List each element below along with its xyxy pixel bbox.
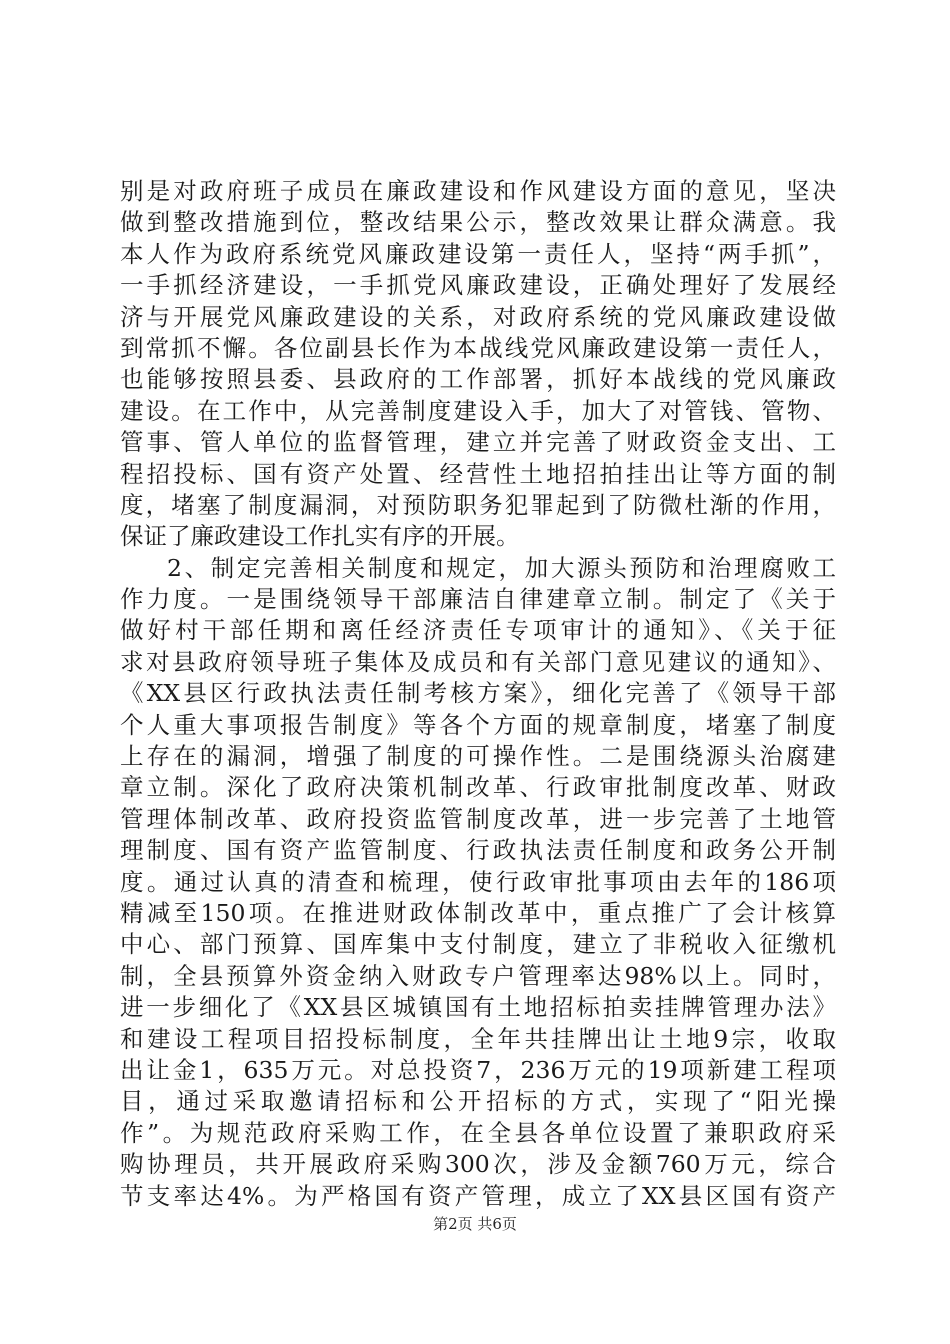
text-line: 作力度。一是围绕领导干部廉洁自律建章立制。制定了《关于 — [120, 585, 836, 614]
text-line: 保证了廉政建设工作扎实有序的开展。 — [120, 522, 520, 551]
text-line: 一手抓经济建设，一手抓党风廉政建设，正确处理好了发展经 — [120, 271, 836, 300]
text-line: 建设。在工作中，从完善制度建设入手，加大了对管钱、管物、 — [120, 396, 836, 425]
text-line: 购协理员，共开展政府采购300次，涉及金额760万元，综合 — [120, 1150, 836, 1179]
text-line: 度。通过认真的清查和梳理，使行政审批事项由去年的186项 — [120, 867, 836, 896]
text-line: 作”。为规范政府采购工作，在全县各单位设置了兼职政府采 — [120, 1118, 836, 1147]
text-line: 节支率达4%。为严格国有资产管理，成立了XX县区国有资产 — [120, 1181, 836, 1210]
text-line: 做到整改措施到位，整改结果公示，整改效果让群众满意。我 — [120, 208, 836, 237]
text-line: 出让金1，635万元。对总投资7，236万元的19项新建工程项 — [120, 1055, 836, 1084]
text-line: 做好村干部任期和离任经济责任专项审计的通知》、《关于征 — [120, 616, 836, 645]
text-line: 程招投标、国有资产处置、经营性土地招拍挂出让等方面的制 — [120, 459, 836, 488]
text-line: 本人作为政府系统党风廉政建设第一责任人，坚持“两手抓”， — [120, 239, 836, 268]
text-line: 管事、管人单位的监督管理，建立并完善了财政资金支出、工 — [120, 428, 836, 457]
document-body — [120, 176, 836, 1212]
text-line: 2、制定完善相关制度和规定，加大源头预防和治理腐败工 — [167, 553, 836, 582]
text-line: 别是对政府班子成员在廉政建设和作风建设方面的意见，坚决 — [120, 177, 836, 205]
text-line: 中心、部门预算、国库集中支付制度，建立了非税收入征缴机 — [120, 930, 836, 959]
text-line: 章立制。深化了政府决策机制改革、行政审批制度改革、财政 — [120, 773, 836, 802]
text-line: 制，全县预算外资金纳入财政专户管理率达98%以上。同时， — [120, 961, 836, 990]
text-line: 到常抓不懈。各位副县长作为本战线党风廉政建设第一责任人， — [120, 333, 836, 362]
text-line: 《XX县区行政执法责任制考核方案》，细化完善了《领导干部 — [120, 679, 836, 708]
text-line: 求对县政府领导班子集体及成员和有关部门意见建议的通知》、 — [120, 647, 836, 676]
text-line: 上存在的漏洞，增强了制度的可操作性。二是围绕源头治腐建 — [120, 742, 836, 771]
text-line: 精减至150项。在推进财政体制改革中，重点推广了会计核算 — [120, 898, 836, 927]
text-line: 也能够按照县委、县政府的工作部署，抓好本战线的党风廉政 — [120, 365, 836, 394]
page-number-footer: 第2页 共6页 — [433, 1215, 517, 1233]
text-line: 个人重大事项报告制度》等各个方面的规章制度，堵塞了制度 — [120, 710, 836, 739]
text-line: 进一步细化了《XX县区城镇国有土地招标拍卖挂牌管理办法》 — [120, 993, 836, 1022]
text-line: 理制度、国有资产监管制度、行政执法责任制度和政务公开制 — [120, 836, 836, 865]
text-line: 和建设工程项目招投标制度，全年共挂牌出让土地9宗，收取 — [120, 1024, 836, 1053]
text-line: 目，通过采取邀请招标和公开招标的方式，实现了“阳光操 — [120, 1087, 836, 1116]
text-line: 度，堵塞了制度漏洞，对预防职务犯罪起到了防微杜渐的作用， — [120, 490, 836, 519]
text-line: 济与开展党风廉政建设的关系，对政府系统的党风廉政建设做 — [120, 302, 836, 331]
text-line: 管理体制改革、政府投资监管制度改革，进一步完善了土地管 — [120, 804, 836, 833]
